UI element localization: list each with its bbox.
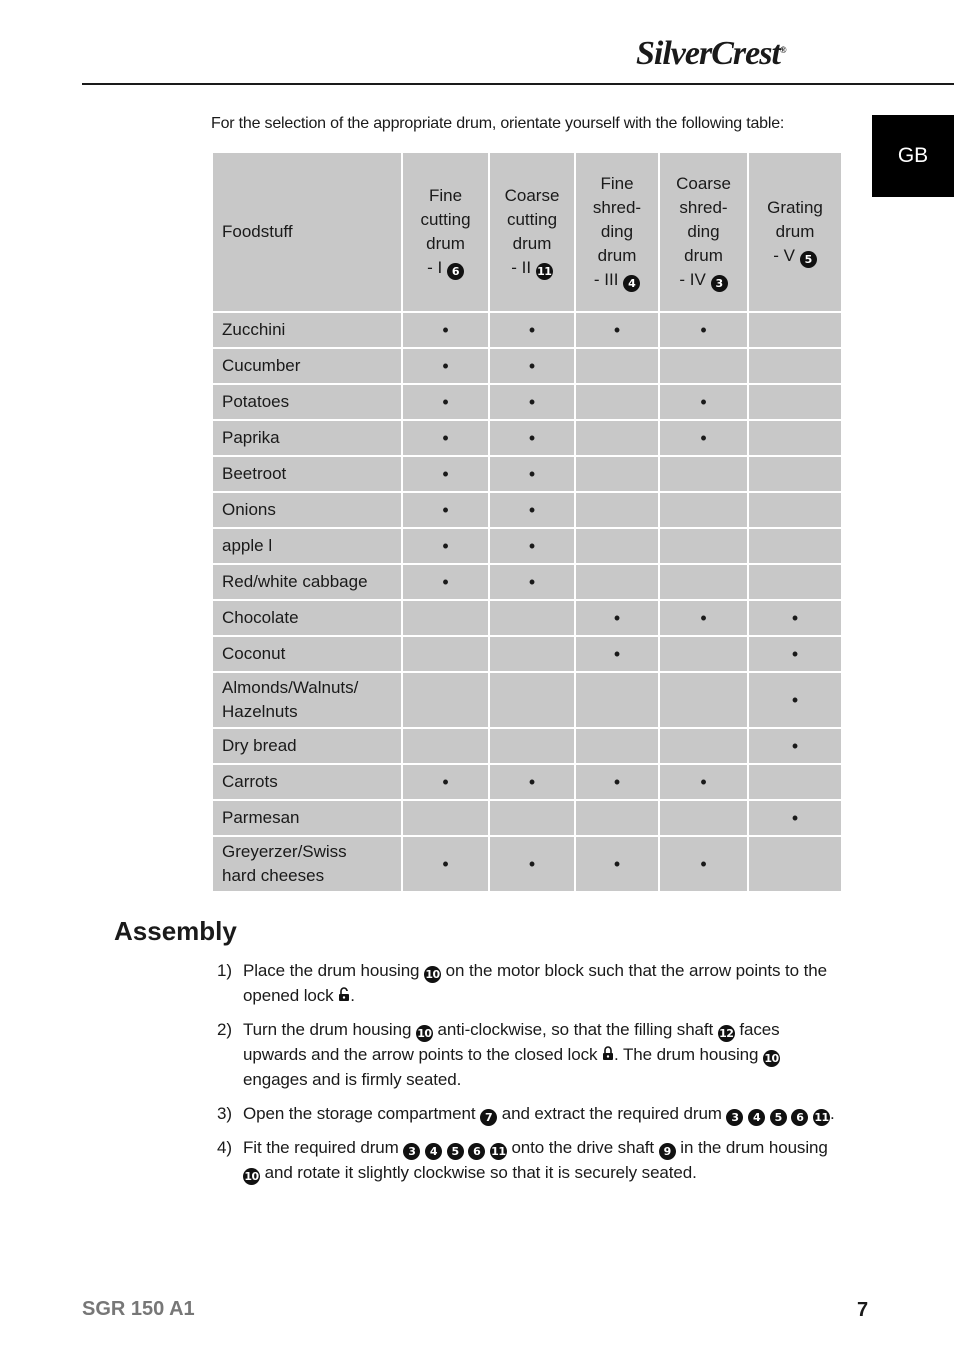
mark-cell: [489, 600, 575, 636]
suitable-mark: •: [442, 463, 449, 484]
suitable-mark: •: [528, 853, 536, 874]
mark-cell: [748, 456, 842, 492]
foodstuff-line: Parmesan: [222, 808, 300, 827]
header-line: Coarse: [676, 174, 731, 193]
header-drum-id: [660, 268, 747, 292]
reference-number-badge: 3: [403, 1143, 420, 1160]
header-line: drum: [597, 246, 637, 265]
suitable-mark: •: [613, 643, 621, 664]
section-title: Assembly: [114, 916, 237, 946]
header-line: drum: [426, 234, 465, 253]
header-roman: - IV: [679, 270, 711, 289]
header-drum-col: [402, 152, 489, 312]
mark-cell: [575, 564, 659, 600]
mark-cell: [748, 384, 842, 420]
foodstuff-line: Coconut: [222, 644, 286, 663]
foodstuff-line: Zucchini: [222, 320, 286, 339]
foodstuff-cell: [212, 528, 402, 564]
foodstuff-line: Hazelnuts: [222, 702, 298, 721]
header-foodstuff: Foodstuff: [212, 152, 402, 312]
mark-cell: [748, 420, 842, 456]
mark-cell: [402, 564, 489, 600]
footer-model: SGR 150 A1: [82, 1298, 195, 1320]
suitable-mark: •: [613, 607, 621, 628]
header-line: shred-: [592, 198, 642, 217]
suitable-mark: •: [528, 535, 536, 556]
suitable-mark: •: [528, 499, 536, 520]
header-line: ding: [600, 222, 634, 241]
header-line: drum: [775, 222, 815, 241]
suitable-mark: •: [791, 735, 799, 756]
suitable-mark: •: [442, 427, 449, 448]
foodstuff-line: Almonds/Walnuts/: [222, 678, 359, 697]
mark-cell: [659, 764, 748, 800]
foodstuff-line: Dry bread: [222, 736, 297, 755]
header-roman: - V: [773, 246, 800, 265]
header-drum-col: [489, 152, 575, 312]
suitable-mark: •: [442, 853, 449, 874]
header-line: ding: [687, 222, 720, 241]
step-number: 2): [217, 1020, 232, 1039]
foodstuff-line: Red/white cabbage: [222, 572, 368, 591]
suitable-mark: •: [442, 771, 449, 792]
drum-selection-table: [211, 151, 843, 893]
mark-cell: [659, 564, 748, 600]
reference-number-badge: 4: [748, 1109, 765, 1126]
mark-cell: [489, 728, 575, 764]
mark-cell: [659, 456, 748, 492]
mark-cell: [575, 456, 659, 492]
table-row: [212, 564, 842, 600]
mark-cell: [402, 636, 489, 672]
suitable-mark: •: [700, 853, 707, 874]
mark-cell: [748, 312, 842, 348]
mark-cell: [659, 384, 748, 420]
table-row: [212, 492, 842, 528]
mark-cell: [402, 800, 489, 836]
header-rule: [82, 83, 954, 85]
mark-cell: [575, 636, 659, 672]
step-text: Place the drum housing 10 on the motor block such that the arrow points to the opened lock .: [243, 961, 827, 1005]
table-row: [212, 312, 842, 348]
suitable-mark: •: [528, 391, 536, 412]
header-drum-id: [576, 268, 658, 292]
foodstuff-cell: [212, 564, 402, 600]
mark-cell: [659, 800, 748, 836]
assembly-step: [217, 1101, 847, 1126]
suitable-mark: •: [442, 499, 449, 520]
assembly-steps: [217, 958, 847, 1194]
mark-cell: [659, 636, 748, 672]
brand-name: SilverCrest: [636, 35, 780, 72]
table-row: [212, 456, 842, 492]
mark-cell: [575, 836, 659, 892]
table-row: [212, 600, 842, 636]
mark-cell: [575, 800, 659, 836]
reference-number-badge: 11: [491, 1145, 506, 1158]
reference-number-badge: 11: [814, 1111, 829, 1124]
reference-number-badge: 10: [764, 1052, 779, 1065]
suitable-mark: •: [791, 607, 799, 628]
suitable-mark: •: [700, 771, 707, 792]
language-tab: GB: [872, 115, 954, 197]
suitable-mark: •: [613, 771, 621, 792]
mark-cell: [402, 600, 489, 636]
suitable-mark: •: [700, 391, 707, 412]
header-line: Fine: [428, 186, 463, 205]
reference-number-badge: 5: [447, 1143, 464, 1160]
suitable-mark: •: [442, 535, 449, 556]
reference-number-badge: 11: [537, 265, 552, 278]
mark-cell: [402, 384, 489, 420]
foodstuff-cell: [212, 636, 402, 672]
foodstuff-cell: [212, 456, 402, 492]
intro-text: For the selection of the appropriate drum, orientate yourself with the following table:: [211, 115, 785, 132]
suitable-mark: •: [442, 391, 449, 412]
header-line: drum: [684, 246, 723, 265]
header-line: Fine: [600, 174, 634, 193]
table-row: [212, 800, 842, 836]
foodstuff-line: Paprika: [222, 428, 280, 447]
mark-cell: [659, 492, 748, 528]
reference-number-badge: 12: [719, 1027, 734, 1040]
reference-number-badge: 6: [468, 1143, 485, 1160]
table-body: [212, 312, 842, 892]
header-line: cutting: [420, 210, 471, 229]
reference-number-badge: 9: [659, 1143, 676, 1160]
table-header-row: [212, 152, 842, 312]
mark-cell: [748, 672, 842, 728]
assembly-step: [217, 958, 847, 1008]
mark-cell: [748, 728, 842, 764]
mark-cell: [402, 672, 489, 728]
mark-cell: [489, 312, 575, 348]
mark-cell: [575, 384, 659, 420]
mark-cell: [489, 456, 575, 492]
step-number: 4): [217, 1138, 232, 1157]
suitable-mark: •: [613, 853, 621, 874]
table-row: [212, 672, 842, 728]
mark-cell: [402, 728, 489, 764]
reference-number-badge: 10: [417, 1027, 432, 1040]
mark-cell: [489, 348, 575, 384]
suitable-mark: •: [613, 319, 621, 340]
table-row: [212, 528, 842, 564]
mark-cell: [489, 384, 575, 420]
mark-cell: [402, 836, 489, 892]
table-row: [212, 836, 842, 892]
foodstuff-cell: [212, 348, 402, 384]
mark-cell: [575, 492, 659, 528]
header-drum-id: [403, 256, 488, 280]
suitable-mark: •: [528, 771, 536, 792]
step-text: Turn the drum housing 10 anti-clockwise, so that the filling shaft 12 faces upwards and the arrow points to the closed lock . The drum housing 10 engages and is firmly seated.: [243, 1020, 780, 1089]
mark-cell: [575, 672, 659, 728]
suitable-mark: •: [791, 689, 799, 710]
mark-cell: [402, 764, 489, 800]
assembly-step: [217, 1017, 847, 1092]
reference-number-badge: 6: [791, 1109, 808, 1126]
suitable-mark: •: [700, 607, 707, 628]
suitable-mark: •: [442, 355, 449, 376]
mark-cell: [575, 420, 659, 456]
mark-cell: [748, 492, 842, 528]
table-row: [212, 636, 842, 672]
step-number: 1): [217, 961, 232, 980]
suitable-mark: •: [528, 427, 536, 448]
table-row: [212, 728, 842, 764]
mark-cell: [402, 420, 489, 456]
foodstuff-cell: [212, 800, 402, 836]
table-row: [212, 420, 842, 456]
header-roman: - III: [593, 270, 624, 289]
mark-cell: [748, 800, 842, 836]
header-line: cutting: [506, 210, 558, 229]
brand-logo: [636, 34, 862, 74]
lock-open-icon: [338, 987, 350, 1002]
mark-cell: [575, 600, 659, 636]
foodstuff-cell: [212, 420, 402, 456]
reference-number-badge: 5: [770, 1109, 787, 1126]
foodstuff-line: Cucumber: [222, 356, 301, 375]
foodstuff-line: hard cheeses: [222, 866, 325, 885]
header-drum-id: [749, 244, 841, 268]
mark-cell: [489, 836, 575, 892]
step-number: 3): [217, 1104, 232, 1123]
foodstuff-line: Carrots: [222, 772, 278, 791]
mark-cell: [575, 348, 659, 384]
mark-cell: [489, 420, 575, 456]
mark-cell: [402, 456, 489, 492]
foodstuff-cell: [212, 492, 402, 528]
foodstuff-line: apple l: [222, 536, 273, 555]
foodstuff-cell: [212, 600, 402, 636]
suitable-mark: •: [528, 355, 536, 376]
suitable-mark: •: [528, 463, 536, 484]
mark-cell: [402, 528, 489, 564]
suitable-mark: •: [700, 427, 707, 448]
header-line: shred-: [679, 198, 728, 217]
mark-cell: [402, 492, 489, 528]
mark-cell: [575, 764, 659, 800]
reference-number-badge: 4: [623, 275, 640, 292]
table-row: [212, 384, 842, 420]
foodstuff-cell: [212, 764, 402, 800]
mark-cell: [489, 672, 575, 728]
mark-cell: [489, 636, 575, 672]
mark-cell: [489, 492, 575, 528]
mark-cell: [659, 312, 748, 348]
suitable-mark: •: [700, 319, 707, 340]
foodstuff-line: Onions: [222, 500, 276, 519]
reference-number-badge: 4: [425, 1143, 442, 1160]
mark-cell: [575, 528, 659, 564]
mark-cell: [489, 528, 575, 564]
mark-cell: [575, 312, 659, 348]
mark-cell: [748, 528, 842, 564]
reference-number-badge: 3: [726, 1109, 743, 1126]
mark-cell: [575, 728, 659, 764]
header-line: Coarse: [504, 186, 560, 205]
mark-cell: [748, 564, 842, 600]
mark-cell: [748, 600, 842, 636]
reference-number-badge: 5: [800, 251, 817, 268]
table-row: [212, 764, 842, 800]
mark-cell: [748, 764, 842, 800]
reference-number-badge: 6: [447, 263, 464, 280]
suitable-mark: •: [442, 571, 449, 592]
mark-cell: [659, 836, 748, 892]
mark-cell: [659, 672, 748, 728]
header-drum-id: [490, 256, 574, 280]
mark-cell: [489, 564, 575, 600]
mark-cell: [659, 420, 748, 456]
header-line: drum: [512, 234, 552, 253]
foodstuff-line: Beetroot: [222, 464, 287, 483]
table-row: [212, 348, 842, 384]
suitable-mark: •: [442, 319, 449, 340]
header-roman: - I: [427, 258, 447, 277]
foodstuff-cell: [212, 312, 402, 348]
header-drum-col: [748, 152, 842, 312]
step-text: Fit the required drum 3 4 5 6 11 onto the drive shaft 9 in the drum housing 10 and rotate it slightly clockwise so that it is securely seated.: [243, 1138, 828, 1183]
mark-cell: [659, 728, 748, 764]
suitable-mark: •: [528, 571, 536, 592]
lock-closed-icon: [602, 1046, 614, 1061]
mark-cell: [748, 836, 842, 892]
registered-mark: ®: [779, 45, 786, 55]
page-number: 7: [857, 1299, 869, 1321]
mark-cell: [402, 312, 489, 348]
step-text: Open the storage compartment 7 and extract the required drum 3 4 5 6 11.: [243, 1104, 835, 1124]
mark-cell: [748, 636, 842, 672]
reference-number-badge: 3: [711, 275, 728, 292]
foodstuff-cell: [212, 836, 402, 892]
suitable-mark: •: [791, 807, 799, 828]
mark-cell: [659, 528, 748, 564]
header-roman: - II: [511, 258, 536, 277]
mark-cell: [748, 348, 842, 384]
foodstuff-cell: [212, 728, 402, 764]
foodstuff-line: Chocolate: [222, 608, 299, 627]
suitable-mark: •: [528, 319, 536, 340]
reference-number-badge: 10: [244, 1170, 259, 1183]
assembly-step: [217, 1135, 847, 1185]
reference-number-badge: 10: [425, 968, 440, 981]
foodstuff-line: Potatoes: [222, 392, 290, 411]
foodstuff-cell: [212, 672, 402, 728]
header-drum-col: [575, 152, 659, 312]
mark-cell: [659, 600, 748, 636]
mark-cell: [489, 764, 575, 800]
mark-cell: [489, 800, 575, 836]
header-drum-col: [659, 152, 748, 312]
suitable-mark: •: [791, 643, 799, 664]
foodstuff-cell: [212, 384, 402, 420]
header-line: Grating: [767, 198, 823, 217]
reference-number-badge: 7: [480, 1109, 497, 1126]
mark-cell: [659, 348, 748, 384]
mark-cell: [402, 348, 489, 384]
foodstuff-line: Greyerzer/Swiss: [222, 842, 347, 861]
